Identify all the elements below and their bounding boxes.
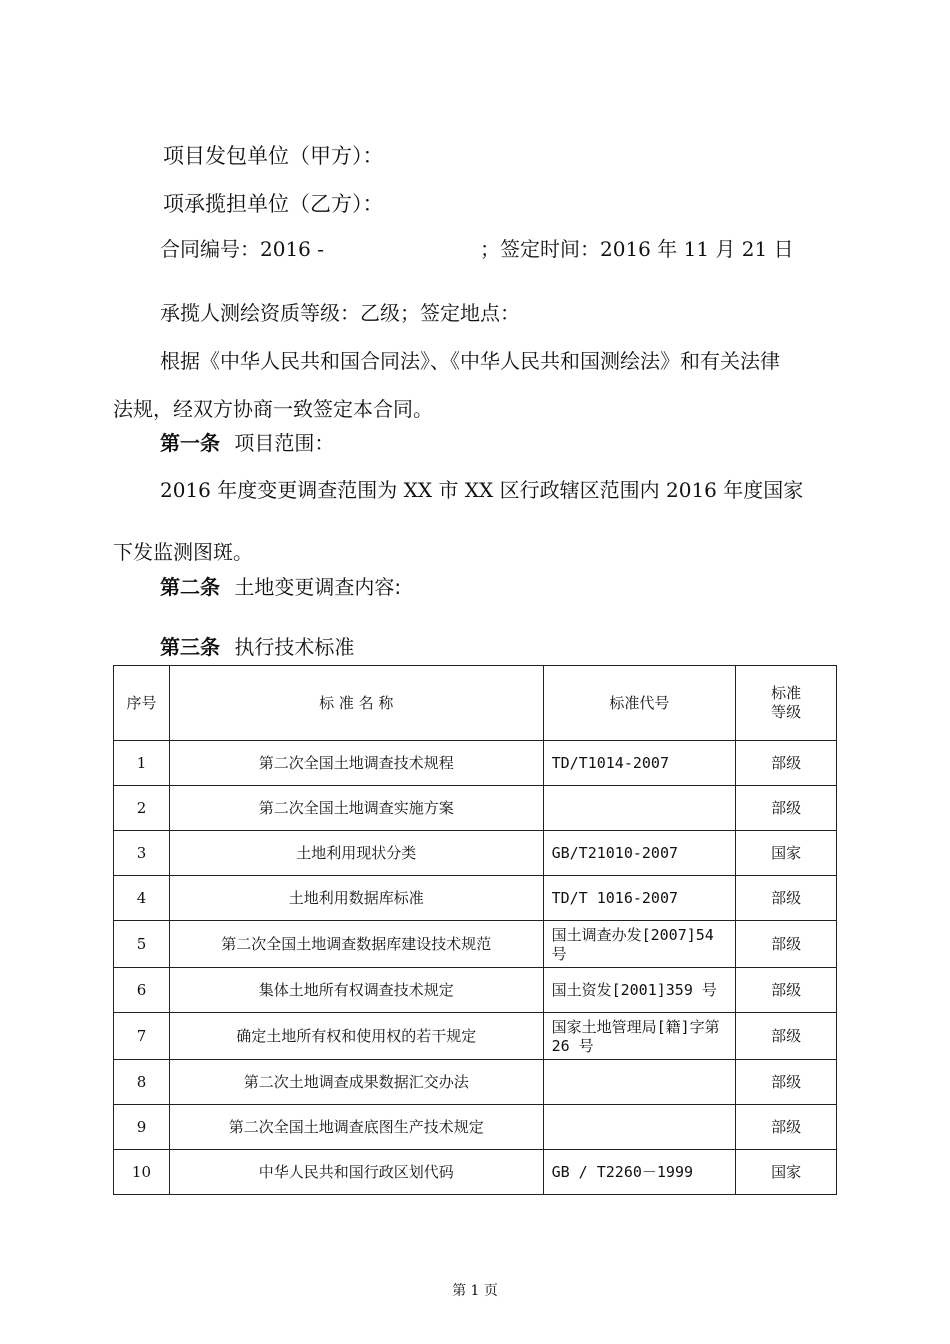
row-code: TD/T 1016-2007 <box>543 876 736 921</box>
row-level: 部级 <box>736 921 837 968</box>
row-code: GB/T21010-2007 <box>543 831 736 876</box>
article-1-number: 第一条 <box>160 431 220 455</box>
header-code: 标准代号 <box>543 666 736 741</box>
article-1-body-line-2: 下发监测图斑。 <box>113 540 253 564</box>
row-name: 第二次全国土地调查实施方案 <box>169 786 543 831</box>
row-code <box>543 1060 736 1105</box>
sign-time-label: ；签定时间：2016 年 11 月 21 日 <box>480 237 794 261</box>
article-3-title: 执行技术标准 <box>234 635 355 659</box>
basis-line-2: 法规，经双方协商一致签定本合同。 <box>113 397 433 421</box>
row-no: 4 <box>114 876 170 921</box>
article-2-title: 土地变更调查内容: <box>234 575 402 599</box>
row-level: 部级 <box>736 786 837 831</box>
row-name: 土地利用数据库标准 <box>169 876 543 921</box>
table-row <box>114 1060 837 1105</box>
row-no: 8 <box>114 1060 170 1105</box>
row-code: 国家土地管理局[籍]字第 26 号 <box>543 1013 736 1060</box>
article-2-number: 第二条 <box>160 575 220 599</box>
header-no: 序号 <box>114 666 170 741</box>
row-level: 部级 <box>736 1013 837 1060</box>
row-name: 集体土地所有权调查技术规定 <box>169 968 543 1013</box>
row-level: 部级 <box>736 1060 837 1105</box>
row-name: 第二次全国土地调查底图生产技术规定 <box>169 1105 543 1150</box>
article-1-body-line-1: 2016 年度变更调查范围为 XX 市 XX 区行政辖区范围内 2016 年度国家 <box>160 478 804 502</box>
row-level: 部级 <box>736 741 837 786</box>
row-code: 国土调查办发[2007]54号 <box>543 921 736 968</box>
row-code <box>543 786 736 831</box>
party-a-label: 项目发包单位（甲方）： <box>163 144 384 168</box>
table-row <box>114 1013 837 1060</box>
row-name: 第二次土地调查成果数据汇交办法 <box>169 1060 543 1105</box>
party-b-label: 项承揽担单位（乙方）： <box>163 192 384 216</box>
article-3-heading <box>160 634 354 660</box>
row-name: 第二次全国土地调查数据库建设技术规范 <box>169 921 543 968</box>
article-1-heading <box>160 430 334 456</box>
header-level-line2: 等级 <box>771 703 802 721</box>
row-no: 1 <box>114 741 170 786</box>
table-row <box>114 831 837 876</box>
header-name: 标 准 名 称 <box>169 666 543 741</box>
row-code: TD/T1014-2007 <box>543 741 736 786</box>
row-code: 国土资发[2001]359 号 <box>543 968 736 1013</box>
row-code <box>543 1105 736 1150</box>
page-number: 第 1 页 <box>452 1283 498 1299</box>
table-row <box>114 968 837 1013</box>
contract-number-label: 合同编号：2016 - <box>160 237 325 261</box>
table-row <box>114 1150 837 1195</box>
table-header-row <box>114 666 837 741</box>
table-row <box>114 786 837 831</box>
row-name: 第二次全国土地调查技术规程 <box>169 741 543 786</box>
table-row <box>114 741 837 786</box>
row-no: 7 <box>114 1013 170 1060</box>
row-level: 部级 <box>736 968 837 1013</box>
qualification-line: 承揽人测绘资质等级：乙级；签定地点： <box>160 301 520 325</box>
row-level: 国家 <box>736 831 837 876</box>
header-level-line1: 标准 <box>771 684 802 702</box>
article-2-heading <box>160 574 401 600</box>
row-no: 2 <box>114 786 170 831</box>
basis-line-1: 根据《中华人民共和国合同法》、《中华人民共和国测绘法》和有关法律 <box>160 349 780 373</box>
header-level <box>736 666 837 741</box>
article-3-number: 第三条 <box>160 635 220 659</box>
standards-table <box>113 665 837 1195</box>
row-name: 土地利用现状分类 <box>169 831 543 876</box>
row-name: 确定土地所有权和使用权的若干规定 <box>169 1013 543 1060</box>
row-no: 9 <box>114 1105 170 1150</box>
row-no: 6 <box>114 968 170 1013</box>
row-no: 10 <box>114 1150 170 1195</box>
table-row <box>114 876 837 921</box>
article-1-title: 项目范围： <box>234 431 335 455</box>
table-row <box>114 1105 837 1150</box>
row-level: 国家 <box>736 1150 837 1195</box>
row-name: 中华人民共和国行政区划代码 <box>169 1150 543 1195</box>
row-no: 3 <box>114 831 170 876</box>
row-level: 部级 <box>736 1105 837 1150</box>
row-code: GB / T2260－1999 <box>543 1150 736 1195</box>
row-level: 部级 <box>736 876 837 921</box>
table-row <box>114 921 837 968</box>
row-no: 5 <box>114 921 170 968</box>
